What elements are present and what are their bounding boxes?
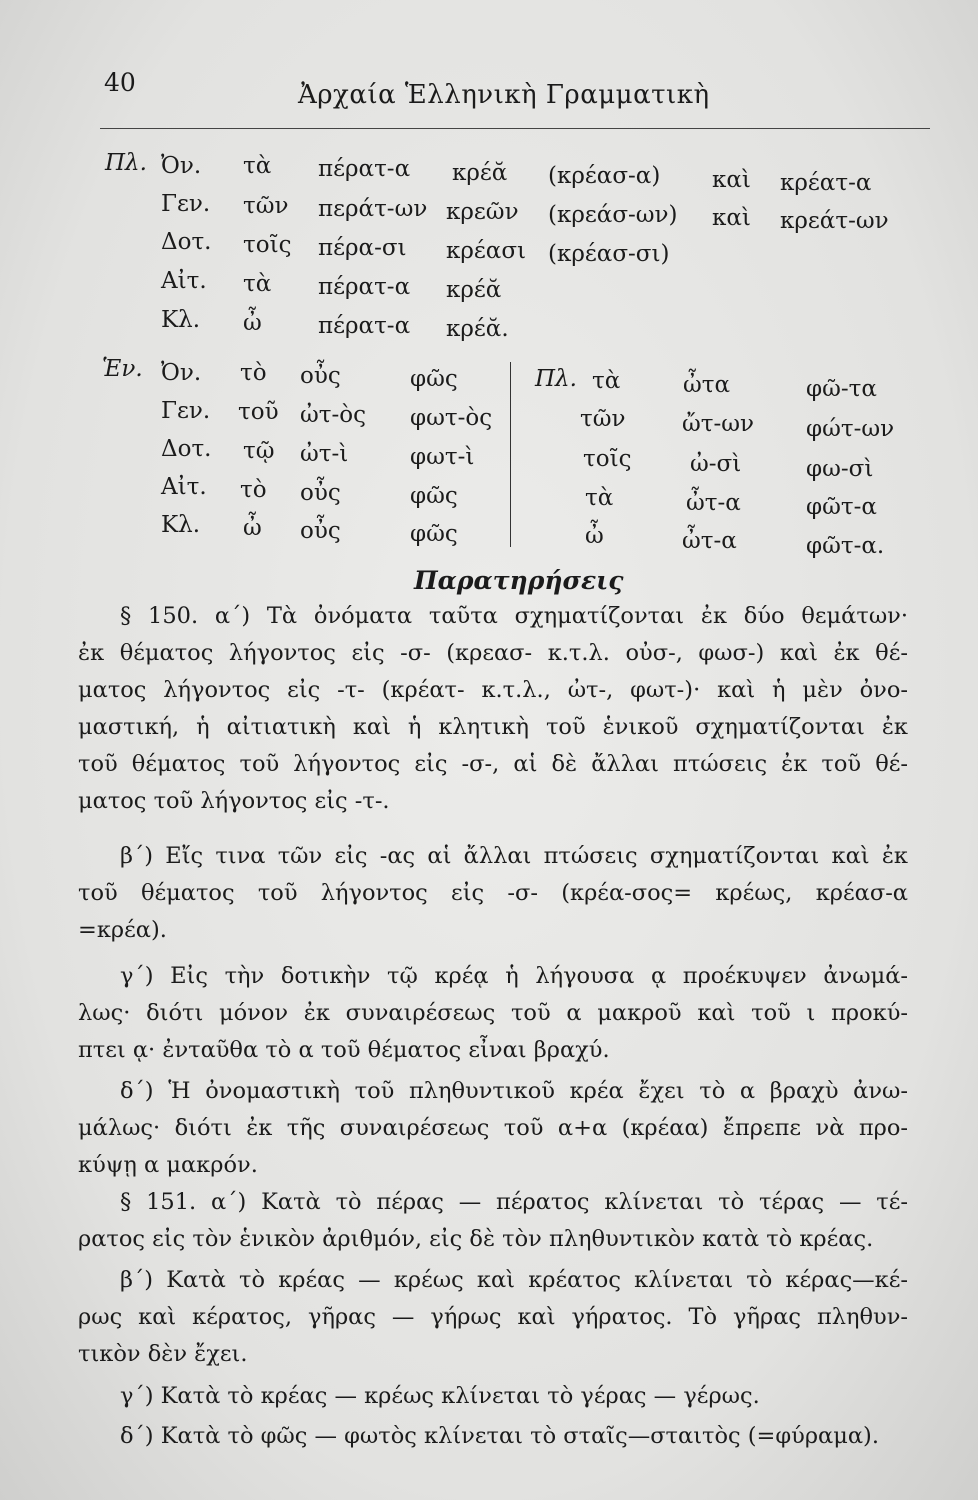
article-cell: ὦ xyxy=(243,515,262,541)
case-label: Δοτ. xyxy=(161,436,212,462)
form-cell: ὤτ-ων xyxy=(682,411,754,437)
text-line: γ΄) Εἰς τὴν δοτικὴν τῷ κρέᾳ ἡ λήγουσα ᾳ προέκυψεν ἀνωμά- xyxy=(120,963,908,989)
form-cell: φῶτ-α. xyxy=(806,533,885,559)
form-cell: οὖς xyxy=(300,363,341,389)
text-line: ματος λήγοντος εἰς -τ- (κρέατ- κ.τ.λ., ὠτ-, φωτ-)· καὶ ἡ μὲν ὀνο- xyxy=(78,677,908,703)
case-label: Ὀν. xyxy=(161,153,202,179)
observations-heading: Παρατηρήσεις xyxy=(414,566,624,595)
article-cell: τῶν xyxy=(580,406,626,432)
article-cell: τῷ xyxy=(243,438,275,464)
form-cell: φῶτ-α xyxy=(806,494,877,520)
text-line: μάλως· διότι ἐκ τῆς συναιρέσεως τοῦ α+α (κρέαα) ἔπρεπε νὰ προ- xyxy=(78,1115,908,1141)
form-cell: κρέᾰ xyxy=(446,277,502,303)
header-rule xyxy=(100,128,930,129)
page-header xyxy=(0,0,978,140)
form-cell: ὠ-σὶ xyxy=(690,451,742,477)
form-cell: ὦτ-α xyxy=(682,528,737,554)
text-line: ρως καὶ κέρατος, γῆρας — γήρως καὶ γήρατος. Τὸ γῆρας πληθυν- xyxy=(78,1304,908,1330)
text-line: τοῦ θέματος τοῦ λήγοντος εἰς -σ-, αἱ δὲ ἄλλαι πτώσεις ἐκ τοῦ θέ- xyxy=(78,751,908,777)
article-cell: τῶν xyxy=(243,193,289,219)
case-label: Κλ. xyxy=(161,512,201,538)
form-cell: (κρέασ-σι) xyxy=(548,241,670,267)
paragraph-151b xyxy=(78,1262,908,1373)
article-cell: τὰ xyxy=(585,485,614,511)
paragraph-151d xyxy=(78,1418,908,1455)
text-line: πτει ᾳ· ἐνταῦθα τὸ α τοῦ θέματος εἶναι βραχύ. xyxy=(78,1037,610,1063)
article-cell: τὰ xyxy=(243,153,272,179)
text-line: § 150. α΄) Τὰ ὀνόματα ταῦτα σχηματίζονται ἐκ δύο θεμάτων· xyxy=(120,603,908,629)
text-line: ρατος εἰς τὸν ἑνικὸν ἀριθμόν, εἰς δὲ τὸν πληθυντικὸν κατὰ τὸ κρέας. xyxy=(78,1226,874,1252)
form-cell: πέρατ-α xyxy=(318,274,411,300)
text-line: λως· διότι μόνον ἐκ συναιρέσεως τοῦ α μακροῦ καὶ τοῦ ι προκύ- xyxy=(78,1000,908,1026)
form-cell: φῶς xyxy=(410,521,458,547)
text-line: μαστική, ἡ αἰτιατικὴ καὶ ἡ κλητικὴ τοῦ ἑνικοῦ σχηματίζονται ἐκ xyxy=(78,714,908,740)
article-cell: τοῖς xyxy=(243,232,292,258)
case-label: Αἰτ. xyxy=(161,474,207,500)
text-line: § 151. α΄) Κατὰ τὸ πέρας — πέρατος κλίνεται τὸ τέρας — τέ- xyxy=(120,1189,908,1215)
article-cell: τοῖς xyxy=(583,446,632,472)
form-cell: (κρεάσ-ων) xyxy=(548,202,678,228)
article-cell: τὰ xyxy=(592,368,621,394)
form-cell: πέρατ-α xyxy=(318,313,411,339)
form-cell: ὠτ-ὶ xyxy=(300,441,349,467)
form-cell: κρέᾰ xyxy=(452,160,508,186)
text-line: γ΄) Κατὰ τὸ κρέας — κρέως κλίνεται τὸ γέρας — γέρως. xyxy=(120,1383,760,1409)
paragraph-150c xyxy=(78,958,908,1069)
article-cell: ὦ xyxy=(243,310,262,336)
number-label-plural: Πλ. xyxy=(535,366,577,392)
paragraph-151c xyxy=(78,1378,908,1415)
paragraph-150d xyxy=(78,1073,908,1184)
case-label: Γεν. xyxy=(161,398,211,424)
text-line: δ΄) Ἡ ὀνομαστικὴ τοῦ πληθυντικοῦ κρέα ἔχει τὸ α βραχὺ ἀνω- xyxy=(120,1078,908,1104)
form-cell: κρέατ-α xyxy=(780,170,872,196)
form-cell: φω-σὶ xyxy=(806,456,874,482)
text-line: =κρέα). xyxy=(78,917,167,943)
running-title: Ἀρχαία Ἑλληνικὴ Γραμματικὴ xyxy=(298,80,710,110)
form-cell: κρέᾰ. xyxy=(446,316,509,342)
case-label: Γεν. xyxy=(161,191,211,217)
text-line: κύψῃ α μακρόν. xyxy=(78,1152,258,1178)
table-divider xyxy=(510,362,511,547)
form-cell: φῶ-τα xyxy=(806,376,877,402)
paragraph-151a xyxy=(78,1184,908,1258)
text-line: τοῦ θέματος τοῦ λήγοντος εἰς -σ- (κρέα-σος= κρέως, κρέασ-α xyxy=(78,880,908,906)
form-cell: οὖς xyxy=(300,518,341,544)
form-cell: πέρατ-α xyxy=(318,156,411,182)
article-cell: τοῦ xyxy=(238,399,279,425)
article-cell: τὰ xyxy=(243,271,272,297)
paragraph-150b xyxy=(78,838,908,949)
number-label-plural: Πλ. xyxy=(105,150,147,176)
text-line: ματος τοῦ λήγοντος εἰς -τ-. xyxy=(78,788,390,814)
form-cell: ὦτ-α xyxy=(686,490,741,516)
article-cell: τὸ xyxy=(240,360,267,386)
form-cell: κρεάτ-ων xyxy=(780,208,889,234)
form-cell: φῶς xyxy=(410,366,458,392)
form-cell: κρεῶν xyxy=(446,199,519,225)
form-cell: πέρα-σι xyxy=(318,235,407,261)
text-line: β΄) Εἴς τινα τῶν εἰς -ας αἱ ἄλλαι πτώσεις σχηματίζονται καὶ ἐκ xyxy=(120,843,908,869)
form-cell: ὦτα xyxy=(683,372,731,398)
article-cell: ὦ xyxy=(585,523,604,549)
text-line: τικὸν δὲν ἔχει. xyxy=(78,1341,248,1367)
form-cell: οὖς xyxy=(300,480,341,506)
page-number: 40 xyxy=(104,68,136,97)
conj-cell: καὶ xyxy=(712,167,751,193)
text-line: δ΄) Κατὰ τὸ φῶς — φωτὸς κλίνεται τὸ σταῖς—σταιτὸς (=φύραμα). xyxy=(120,1423,879,1449)
number-label-singular: Ἑν. xyxy=(102,356,143,382)
case-label: Κλ. xyxy=(161,307,201,333)
form-cell: φώτ-ων xyxy=(806,416,895,442)
form-cell: φῶς xyxy=(410,483,458,509)
form-cell: (κρέασ-α) xyxy=(548,163,661,189)
case-label: Δοτ. xyxy=(161,229,212,255)
case-label: Ὀν. xyxy=(161,360,202,386)
text-line: β΄) Κατὰ τὸ κρέας — κρέως καὶ κρέατος κλίνεται τὸ κέρας—κέ- xyxy=(120,1267,908,1293)
form-cell: περάτ-ων xyxy=(318,196,428,222)
form-cell: φωτ-ὶ xyxy=(410,444,475,470)
paragraph-150a xyxy=(78,598,908,820)
form-cell: κρέασι xyxy=(446,238,527,264)
text-line: ἐκ θέματος λήγοντος εἰς -σ- (κρεασ- κ.τ.λ. οὐσ-, φωσ-) καὶ ἐκ θέ- xyxy=(78,640,908,666)
form-cell: ὠτ-ὸς xyxy=(300,402,366,428)
case-label: Αἰτ. xyxy=(161,268,207,294)
conj-cell: καὶ xyxy=(712,205,751,231)
article-cell: τὸ xyxy=(240,477,267,503)
form-cell: φωτ-ὸς xyxy=(410,405,493,431)
